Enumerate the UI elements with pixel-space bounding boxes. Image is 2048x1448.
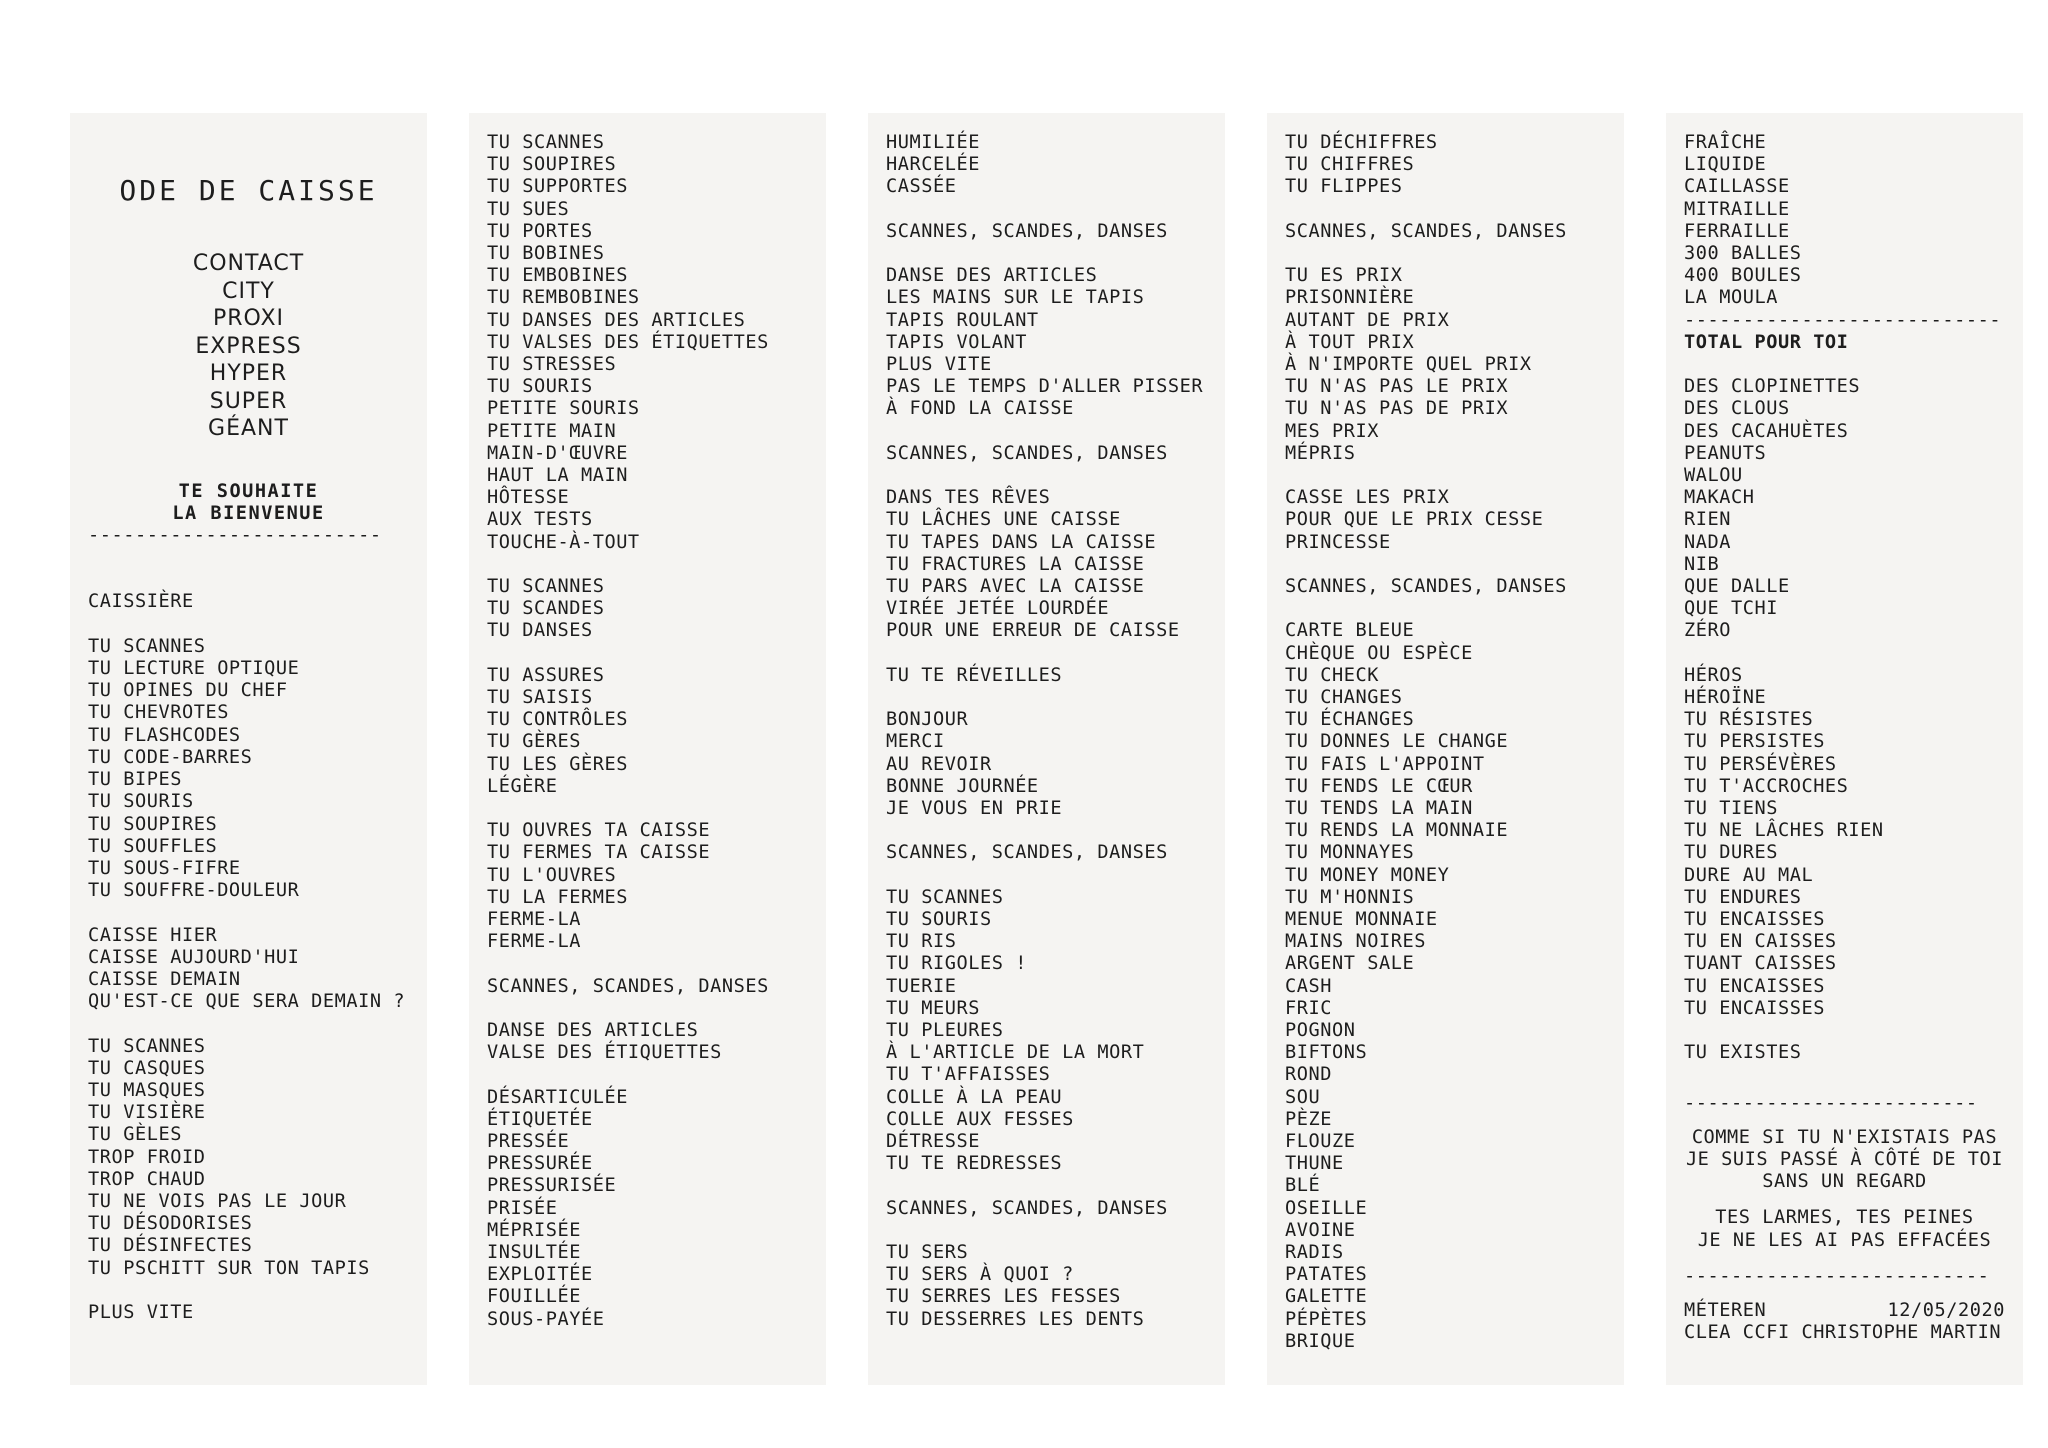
poem-line: LA MOULA xyxy=(1684,287,1778,309)
poem-line: TU CONTRÔLES xyxy=(487,709,628,731)
poem-line: TU SOUPIRES xyxy=(487,154,617,176)
poem-line: TU LES GÈRES xyxy=(487,753,628,775)
blank-line xyxy=(1285,243,1606,265)
poem-line: SCANNES, SCANDES, DANSES xyxy=(487,975,769,997)
blank-line xyxy=(487,1064,808,1086)
poem-line: TU PSCHITT SUR TON TAPIS xyxy=(88,1257,370,1279)
blank-line xyxy=(88,1013,409,1035)
poem-line: JE SUIS PASSÉ À CÔTÉ DE TOI xyxy=(1685,1149,2004,1171)
blank-line xyxy=(886,199,1207,221)
poem-line: TU SCANNES xyxy=(88,1035,206,1057)
poem-line: TU CASQUES xyxy=(88,1057,206,1079)
poem-line: DÉSARTICULÉE xyxy=(487,1086,628,1108)
poem-line: À FOND LA CAISSE xyxy=(886,398,1074,420)
poem-line: BLÉ xyxy=(1285,1175,1321,1197)
poem-line: TU SOUFFLES xyxy=(88,835,218,857)
blank-line xyxy=(886,421,1207,443)
blank-line xyxy=(1285,598,1606,620)
blank-line xyxy=(487,554,808,576)
poem-line: AUTANT DE PRIX xyxy=(1285,309,1450,331)
poem-line: PRISONNIÈRE xyxy=(1285,287,1415,309)
poem-line: CHÈQUE OU ESPÈCE xyxy=(1285,642,1473,664)
blank-line xyxy=(1684,1020,2005,1042)
blank-line xyxy=(886,1220,1207,1242)
poem-line: À TOUT PRIX xyxy=(1285,331,1415,353)
poem-line: TU CODE-BARRES xyxy=(88,746,253,768)
poem-line: TES LARMES, TES PEINES xyxy=(1715,1207,1974,1229)
poem-line: TU SOURIS xyxy=(487,376,593,398)
poem-line: AU REVOIR xyxy=(886,753,992,775)
poem-line: TU SOUS-FIFRE xyxy=(88,857,241,879)
blank-line xyxy=(886,465,1207,487)
poem-line: ROND xyxy=(1285,1064,1332,1086)
poem-line: TU PORTES xyxy=(487,220,593,242)
poem-line: TU NE LÂCHES RIEN xyxy=(1684,820,1884,842)
poem-line: TU SERS À QUOI ? xyxy=(886,1264,1074,1286)
poem-line: TU CHEVROTES xyxy=(88,702,229,724)
poem-line: QU'EST-CE QUE SERA DEMAIN ? xyxy=(88,991,406,1013)
poem-line: TU DONNES LE CHANGE xyxy=(1285,731,1509,753)
poem-line: ÉTIQUETÉE xyxy=(487,1108,593,1130)
poem-line: COLLE À LA PEAU xyxy=(886,1086,1063,1108)
blank-line xyxy=(88,902,409,924)
poem-line: ARGENT SALE xyxy=(1285,953,1415,975)
total-label: TOTAL POUR TOI xyxy=(1684,331,1849,353)
receipt-column-4 xyxy=(1267,113,1624,1385)
store-format: HYPER xyxy=(209,361,288,386)
poem-line: TU T'AFFAISSES xyxy=(886,1064,1051,1086)
poem-line: TU ENCAISSES xyxy=(1684,909,1825,931)
poem-line: FERME-LA xyxy=(487,931,581,953)
poem-line: TU DURES xyxy=(1684,842,1778,864)
poem-line: SCANNES, SCANDES, DANSES xyxy=(886,220,1168,242)
poem-line: HARCELÉE xyxy=(886,154,980,176)
poem-line: SCANNES, SCANDES, DANSES xyxy=(886,842,1168,864)
poem-line: TU SERS xyxy=(886,1242,969,1263)
footer-location: MÉTEREN xyxy=(1684,1300,1767,1322)
poem-line: FRIC xyxy=(1285,997,1332,1019)
poem-line: TAPIS VOLANT xyxy=(886,331,1027,353)
poem-line: OSEILLE xyxy=(1285,1197,1368,1219)
footer-location-date xyxy=(1684,1300,2005,1322)
poem-line: TU N'AS PAS LE PRIX xyxy=(1285,376,1509,398)
poem-line: HÉROS xyxy=(1684,664,1743,686)
poem-line: MÉPRISÉE xyxy=(487,1219,581,1241)
poem-line: TU DANSES DES ARTICLES xyxy=(487,309,746,331)
poem-line: TU SCANDES xyxy=(487,598,605,620)
poem-line: TU SOUFFRE-DOULEUR xyxy=(88,880,300,902)
poem-line: TU BOBINES xyxy=(487,243,605,265)
poem-line: FERME-LA xyxy=(487,909,581,931)
poem-line: SCANNES, SCANDES, DANSES xyxy=(886,1197,1168,1219)
poem-line: TU OUVRES TA CAISSE xyxy=(487,820,711,842)
poem-line: QUE DALLE xyxy=(1684,576,1790,598)
poem-line: NADA xyxy=(1684,531,1731,553)
poem-line: DANS TES RÊVES xyxy=(886,487,1051,509)
blank-line xyxy=(487,798,808,820)
poem-line: PATATES xyxy=(1285,1264,1368,1286)
poem-line: TU DÉCHIFFRES xyxy=(1285,132,1438,153)
poem-line: BONNE JOURNÉE xyxy=(886,775,1039,797)
store-format: CONTACT xyxy=(192,251,305,276)
poem-line: TROP CHAUD xyxy=(88,1168,206,1190)
receipt-column-2 xyxy=(469,113,826,1385)
receipt-column-3 xyxy=(868,113,1225,1385)
poem-line: TU ENCAISSES xyxy=(1684,975,1825,997)
store-format: PROXI xyxy=(212,306,285,331)
poem-line: TOUCHE-À-TOUT xyxy=(487,531,640,553)
closing-stanza-1 xyxy=(1684,1127,2005,1194)
poem-line: QUE TCHI xyxy=(1684,598,1778,620)
poem-line: PRISÉE xyxy=(487,1197,558,1219)
poem-line: CASSÉE xyxy=(886,176,957,198)
poem-line: MÉPRIS xyxy=(1285,442,1356,464)
store-format: GÉANT xyxy=(208,416,289,441)
footer-credit: CLEA CCFI CHRISTOPHE MARTIN xyxy=(1684,1322,2002,1344)
poem-line: NIB xyxy=(1684,553,1720,575)
poem-line: PRESSURISÉE xyxy=(487,1175,617,1197)
closing-stanza-2 xyxy=(1684,1207,2005,1251)
poem-line: SCANNES, SCANDES, DANSES xyxy=(1285,576,1567,597)
poem-line: TU LECTURE OPTIQUE xyxy=(88,658,300,680)
welcome-line-2: LA BIENVENUE xyxy=(172,502,325,524)
poem-line: POUR UNE ERREUR DE CAISSE xyxy=(886,620,1180,642)
store-format: SUPER xyxy=(209,388,288,414)
poem-lines xyxy=(1684,354,2005,1064)
poem-line: LÉGÈRE xyxy=(487,775,558,797)
poem-line: TU RIGOLES ! xyxy=(886,953,1027,975)
poem-line: MAIN-D'ŒUVRE xyxy=(487,442,628,464)
poem-line: TU RENDS LA MONNAIE xyxy=(1285,820,1509,842)
poem-line: TU SOURIS xyxy=(88,791,194,813)
spacer xyxy=(1684,1064,2005,1086)
poem-line: TU ASSURES xyxy=(487,664,605,686)
poem-line: RIEN xyxy=(1684,509,1731,531)
poem-line: TU TAPES DANS LA CAISSE xyxy=(886,531,1157,553)
poem-line: PAS LE TEMPS D'ALLER PISSER xyxy=(886,376,1204,398)
poem-line: TU SUPPORTES xyxy=(487,176,628,198)
poem-line: PLUS VITE xyxy=(88,1301,194,1323)
poem-line: TU DÉSINFECTES xyxy=(88,1235,253,1257)
poem-line: EXPLOITÉE xyxy=(487,1264,593,1286)
poem-line: TU RÉSISTES xyxy=(1684,709,1814,731)
blank-line xyxy=(1684,643,2005,665)
blank-line xyxy=(487,953,808,975)
poem-line: TU TE REDRESSES xyxy=(886,1153,1063,1175)
poem-line: TU SERRES LES FESSES xyxy=(886,1286,1121,1308)
poem-line: HUMILIÉE xyxy=(886,132,980,153)
poem-line: HAUT LA MAIN xyxy=(487,465,628,487)
poem-line: TU DÉSODORISES xyxy=(88,1213,253,1235)
blank-line xyxy=(886,820,1207,842)
divider: ------------------------- xyxy=(88,524,382,546)
poem-line: FLOUZE xyxy=(1285,1131,1356,1153)
poem-line: PETITE SOURIS xyxy=(487,398,640,420)
poem-line: TU PERSÉVÈRES xyxy=(1684,753,1837,775)
poem-line: TU SCANNES xyxy=(886,886,1004,908)
poem-line: PÉPÈTES xyxy=(1285,1308,1368,1330)
blank-line xyxy=(886,1175,1207,1197)
poem-line: POGNON xyxy=(1285,1020,1356,1042)
poem-line: SOUS-PAYÉE xyxy=(487,1308,605,1330)
poem-line: SCANNES, SCANDES, DANSES xyxy=(886,442,1168,464)
poem-line: TU FRACTURES LA CAISSE xyxy=(886,553,1145,575)
poem-line: TU TE RÉVEILLES xyxy=(886,664,1063,686)
poem-line: TUANT CAISSES xyxy=(1684,953,1837,975)
poem-lines xyxy=(1285,132,1606,1353)
poem-line: 300 BALLES xyxy=(1684,243,1802,265)
poem-line: CAISSE AUJOURD'HUI xyxy=(88,946,300,968)
poem-line: AUX TESTS xyxy=(487,509,593,531)
divider: -------------------------- xyxy=(1684,1265,1990,1287)
blank-line xyxy=(487,998,808,1020)
poem-line: TU GÈLES xyxy=(88,1124,182,1146)
receipt-column-1 xyxy=(70,113,427,1385)
blank-line xyxy=(886,687,1207,709)
poem-line: JE NE LES AI PAS EFFACÉES xyxy=(1697,1229,1992,1251)
poem-line: TU SCANNES xyxy=(487,132,605,153)
poem-line: DES CLOUS xyxy=(1684,398,1790,420)
poem-line: À L'ARTICLE DE LA MORT xyxy=(886,1042,1145,1064)
poem-line: TU LÂCHES UNE CAISSE xyxy=(886,509,1121,531)
poem-line: TU MEURS xyxy=(886,997,980,1019)
receipt-column-5 xyxy=(1666,113,2023,1385)
footer-date: 12/05/2020 xyxy=(1887,1300,2005,1322)
poem-line: MERCI xyxy=(886,731,945,753)
poem-line: VALSE DES ÉTIQUETTES xyxy=(487,1042,722,1064)
poem-line: TROP FROID xyxy=(88,1146,206,1168)
divider: ------------------------- xyxy=(1684,1092,1978,1114)
poem-line: 400 BOULES xyxy=(1684,265,1802,287)
poem-line: TU CHANGES xyxy=(1285,687,1403,708)
poem-line: DANSE DES ARTICLES xyxy=(886,265,1098,287)
poem-line: DES CLOPINETTES xyxy=(1684,376,1861,398)
poem-line: VIRÉE JETÉE LOURDÉE xyxy=(886,598,1110,620)
poem-line: ZÉRO xyxy=(1684,620,1731,642)
blank-line xyxy=(487,643,808,665)
poem-line: TU TIENS xyxy=(1684,798,1778,820)
poem-line: TU ÉCHANGES xyxy=(1285,709,1415,731)
poem-line: BONJOUR xyxy=(886,709,969,731)
poem-line: SOU xyxy=(1285,1086,1321,1108)
poem-line: CASSE LES PRIX xyxy=(1285,487,1450,509)
poem-line: TU ENCAISSES xyxy=(1684,997,1825,1019)
poem-line: TU MONNAYES xyxy=(1285,842,1415,864)
poem-line: DANSE DES ARTICLES xyxy=(487,1020,699,1042)
blank-line xyxy=(1285,199,1606,221)
poem-line: HÉROÏNE xyxy=(1684,687,1767,709)
poem-line: TU FLASHCODES xyxy=(88,724,241,746)
poem-line: TAPIS ROULANT xyxy=(886,309,1039,331)
poem-line: DÉTRESSE xyxy=(886,1131,980,1153)
poem-line: TU FENDS LE CŒUR xyxy=(1285,775,1473,797)
poem-line: MES PRIX xyxy=(1285,420,1379,442)
poem-line: TU FAIS L'APPOINT xyxy=(1285,753,1485,775)
blank-line xyxy=(886,865,1207,887)
poem-line: TU FERMES TA CAISSE xyxy=(487,842,711,864)
store-format: CITY xyxy=(222,278,275,304)
poem-line: POUR QUE LE PRIX CESSE xyxy=(1285,509,1544,531)
poem-line: À N'IMPORTE QUEL PRIX xyxy=(1285,354,1532,375)
poem-line: TU SOUPIRES xyxy=(88,813,218,835)
poem-line: TU VALSES DES ÉTIQUETTES xyxy=(487,331,769,353)
poem-line: INSULTÉE xyxy=(487,1242,581,1264)
poem-lines xyxy=(886,132,1207,1331)
poem-line: PRESSÉE xyxy=(487,1131,570,1153)
poem-line: LES MAINS SUR LE TAPIS xyxy=(886,287,1145,309)
poem-lines xyxy=(1684,132,2005,310)
poem-line: LIQUIDE xyxy=(1684,154,1767,176)
blank-line xyxy=(88,1280,409,1302)
poem-line: PÈZE xyxy=(1285,1108,1332,1130)
poem-line: MAINS NOIRES xyxy=(1285,931,1426,953)
poem-line: MITRAILLE xyxy=(1684,198,1790,220)
poem-line: CAISSE HIER xyxy=(88,924,218,946)
poem-line: TU SCANNES xyxy=(88,635,206,657)
poem-line: TU SUES xyxy=(487,198,570,220)
poem-line: TUERIE xyxy=(886,975,957,997)
poem-line: FRAÎCHE xyxy=(1684,132,1767,153)
poem-line: DES CACAHUÈTES xyxy=(1684,420,1849,442)
poem-line: TU EMBOBINES xyxy=(487,265,628,287)
poem-line: GALETTE xyxy=(1285,1286,1368,1308)
poem-line: BRIQUE xyxy=(1285,1330,1356,1352)
poem-line: TU MASQUES xyxy=(88,1079,206,1101)
poem-line: TU REMBOBINES xyxy=(487,287,640,309)
poem-line: DURE AU MAL xyxy=(1684,864,1814,886)
poem-line: PETITE MAIN xyxy=(487,420,617,442)
blank-line xyxy=(1285,465,1606,487)
blank-line xyxy=(886,243,1207,265)
poem-line: CARTE BLEUE xyxy=(1285,620,1415,642)
blank-line xyxy=(88,614,409,636)
poem-line: TU NE VOIS PAS LE JOUR xyxy=(88,1190,347,1212)
poem-line: FERRAILLE xyxy=(1684,220,1790,242)
poem-line: TU PERSISTES xyxy=(1684,731,1825,753)
welcome-message xyxy=(88,481,409,525)
poem-line: TU VISIÈRE xyxy=(88,1102,206,1124)
poem-line: TU MONEY MONEY xyxy=(1285,864,1450,886)
poem-lines xyxy=(487,132,808,1331)
poem-line: TU PARS AVEC LA CAISSE xyxy=(886,576,1145,597)
poem-line: PEANUTS xyxy=(1684,442,1767,464)
poem-line: TU SCANNES xyxy=(487,576,605,598)
poem-line: TU CHECK xyxy=(1285,664,1379,686)
blank-line xyxy=(886,643,1207,665)
poem-line: MAKACH xyxy=(1684,487,1755,509)
poem-line: CAILLASSE xyxy=(1684,176,1790,198)
poem-line: TU M'HONNIS xyxy=(1285,886,1415,908)
poem-line: CASH xyxy=(1285,975,1332,997)
divider: --------------------------- xyxy=(1684,309,2002,331)
poem-line: COMME SI TU N'EXISTAIS PAS xyxy=(1691,1126,1998,1148)
poem-line: CAISSIÈRE xyxy=(88,591,194,613)
poem-title: ODE DE CAISSE xyxy=(119,174,378,207)
poem-line: PRINCESSE xyxy=(1285,531,1391,553)
poem-line: TU DESSERRES LES DENTS xyxy=(886,1308,1145,1330)
poem-line: RADIS xyxy=(1285,1242,1344,1264)
poem-line: TU DANSES xyxy=(487,620,593,642)
poem-line: HÔTESSE xyxy=(487,487,570,509)
poem-line: FOUILLÉE xyxy=(487,1286,581,1308)
poem-line: THUNE xyxy=(1285,1153,1344,1175)
poem-line: CAISSE DEMAIN xyxy=(88,968,241,990)
poem-line: COLLE AUX FESSES xyxy=(886,1108,1074,1130)
poem-line: TU CHIFFRES xyxy=(1285,154,1415,176)
poem-line: WALOU xyxy=(1684,465,1743,487)
poem-line: MENUE MONNAIE xyxy=(1285,909,1438,931)
poem-line: TU RIS xyxy=(886,931,957,953)
poem-line: TU ES PRIX xyxy=(1285,265,1403,287)
poem-line: SCANNES, SCANDES, DANSES xyxy=(1285,220,1567,242)
poem-line: TU L'OUVRES xyxy=(487,864,617,886)
poem-line: JE VOUS EN PRIE xyxy=(886,798,1063,819)
poem-line: TU T'ACCROCHES xyxy=(1684,775,1849,797)
poem-line: PLUS VITE xyxy=(886,354,992,375)
blank-line xyxy=(1684,354,2005,376)
poem-line: TU BIPES xyxy=(88,769,182,791)
blank-line xyxy=(1285,554,1606,576)
store-format: EXPRESS xyxy=(195,333,302,359)
welcome-line-1: TE SOUHAITE xyxy=(178,480,319,502)
poem-line: TU FLIPPES xyxy=(1285,176,1403,198)
poem-line: TU EXISTES xyxy=(1684,1042,1802,1064)
poem-line: TU EN CAISSES xyxy=(1684,931,1837,953)
poem-line: TU GÈRES xyxy=(487,731,581,753)
poem-line: TU STRESSES xyxy=(487,354,617,376)
poem-line: TU TENDS LA MAIN xyxy=(1285,798,1473,820)
poem-line: TU ENDURES xyxy=(1684,886,1802,908)
poem-line: TU SOURIS xyxy=(886,908,992,930)
poem-line: TU N'AS PAS DE PRIX xyxy=(1285,398,1509,420)
poem-lines xyxy=(88,547,409,1324)
poem-line: TU PLEURES xyxy=(886,1020,1004,1041)
poem-line: TU LA FERMES xyxy=(487,886,628,908)
poem-line: BIFTONS xyxy=(1285,1042,1368,1064)
blank-line xyxy=(88,547,409,569)
poem-line: TU OPINES DU CHEF xyxy=(88,680,288,702)
store-list xyxy=(88,250,409,443)
poem-line: TU SAISIS xyxy=(487,687,593,709)
poem-line: PRESSURÉE xyxy=(487,1153,593,1175)
blank-line xyxy=(88,569,409,591)
poem-line: AVOINE xyxy=(1285,1219,1356,1241)
poem-line: SANS UN REGARD xyxy=(1762,1171,1927,1193)
